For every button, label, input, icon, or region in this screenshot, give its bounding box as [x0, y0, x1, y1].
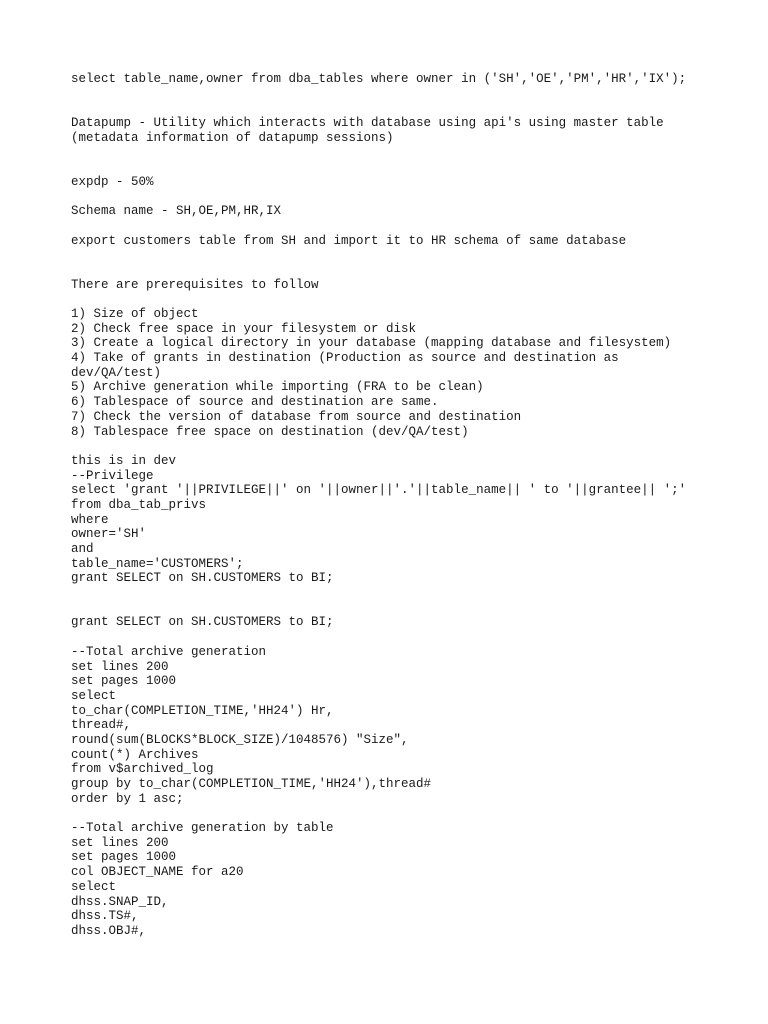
text-line: Datapump - Utility which interacts with database using api's using master table — [71, 116, 664, 131]
blank-line — [71, 248, 751, 263]
text-line: select 'grant '||PRIVILEGE||' on '||owner||'.'||table_name|| ' to '||grantee|| ';' — [71, 483, 687, 498]
blank-line — [71, 630, 751, 645]
text-line: from dba_tab_privs — [71, 497, 207, 512]
text-line: this is in dev — [71, 453, 177, 468]
text-line: There are prerequisites to follow — [71, 277, 319, 292]
blank-line — [71, 601, 751, 616]
text-line: select table_name,owner from dba_tables where owner in ('SH','OE','PM','HR','IX'); — [71, 72, 687, 86]
text-line: set lines 200 — [71, 659, 169, 674]
blank-line — [71, 190, 751, 205]
text-line: --Total archive generation by table — [71, 821, 334, 836]
text-line: select — [71, 688, 117, 703]
text-line: dhss.SNAP_ID, — [71, 894, 169, 909]
text-line: 8) Tablespace free space on destination (dev/QA/test) — [71, 424, 469, 439]
text-line: group by to_char(COMPLETION_TIME,'HH24'),thread# — [71, 777, 432, 791]
blank-line — [71, 263, 751, 278]
text-line: --Privilege — [71, 468, 154, 483]
text-line: 1) Size of object — [71, 307, 199, 321]
text-line: 5) Archive generation while importing (FRA to be clean) — [71, 380, 484, 395]
text-line: where — [71, 512, 109, 527]
blank-line — [71, 145, 751, 160]
text-line: 6) Tablespace of source and destination are same. — [71, 395, 439, 410]
document-body — [71, 72, 751, 939]
blank-line — [71, 292, 751, 307]
text-line: and — [71, 542, 94, 556]
text-line: grant SELECT on SH.CUSTOMERS to BI; — [71, 571, 334, 586]
text-line: grant SELECT on SH.CUSTOMERS to BI; — [71, 615, 334, 630]
text-line: expdp - 50% — [71, 174, 154, 189]
blank-line — [71, 586, 751, 601]
text-line: select — [71, 879, 117, 894]
blank-line — [71, 219, 751, 234]
text-line: to_char(COMPLETION_TIME,'HH24') Hr, — [71, 703, 334, 718]
text-line: 4) Take of grants in destination (Production as source and destination as — [71, 351, 619, 366]
text-line: dev/QA/test) — [71, 365, 162, 380]
text-line: set pages 1000 — [71, 850, 177, 865]
text-line: dhss.TS#, — [71, 909, 139, 924]
text-line: count(*) Archives — [71, 747, 199, 762]
text-line: export customers table from SH and import it to HR schema of same database — [71, 233, 627, 248]
text-line: from v$archived_log — [71, 762, 214, 777]
text-line: 7) Check the version of database from source and destination — [71, 409, 522, 424]
blank-line — [71, 160, 751, 175]
text-line: set pages 1000 — [71, 674, 177, 689]
blank-line — [71, 101, 751, 116]
text-line: col OBJECT_NAME for a20 — [71, 865, 244, 880]
text-line: thread#, — [71, 718, 132, 733]
text-line: owner='SH' — [71, 527, 147, 542]
text-line: order by 1 asc; — [71, 791, 184, 806]
text-line: --Total archive generation — [71, 644, 267, 659]
blank-line — [71, 439, 751, 454]
text-line: set lines 200 — [71, 835, 169, 850]
text-line: round(sum(BLOCKS*BLOCK_SIZE)/1048576) "Size", — [71, 732, 409, 747]
blank-line — [71, 806, 751, 821]
blank-line — [71, 87, 751, 102]
text-line: 3) Create a logical directory in your database (mapping database and filesystem) — [71, 336, 672, 351]
text-line: 2) Check free space in your filesystem or disk — [71, 321, 417, 336]
text-line: dhss.OBJ#, — [71, 923, 147, 938]
text-line: Schema name - SH,OE,PM,HR,IX — [71, 204, 282, 219]
text-line: (metadata information of datapump sessions) — [71, 130, 394, 145]
text-line: table_name='CUSTOMERS'; — [71, 556, 244, 571]
